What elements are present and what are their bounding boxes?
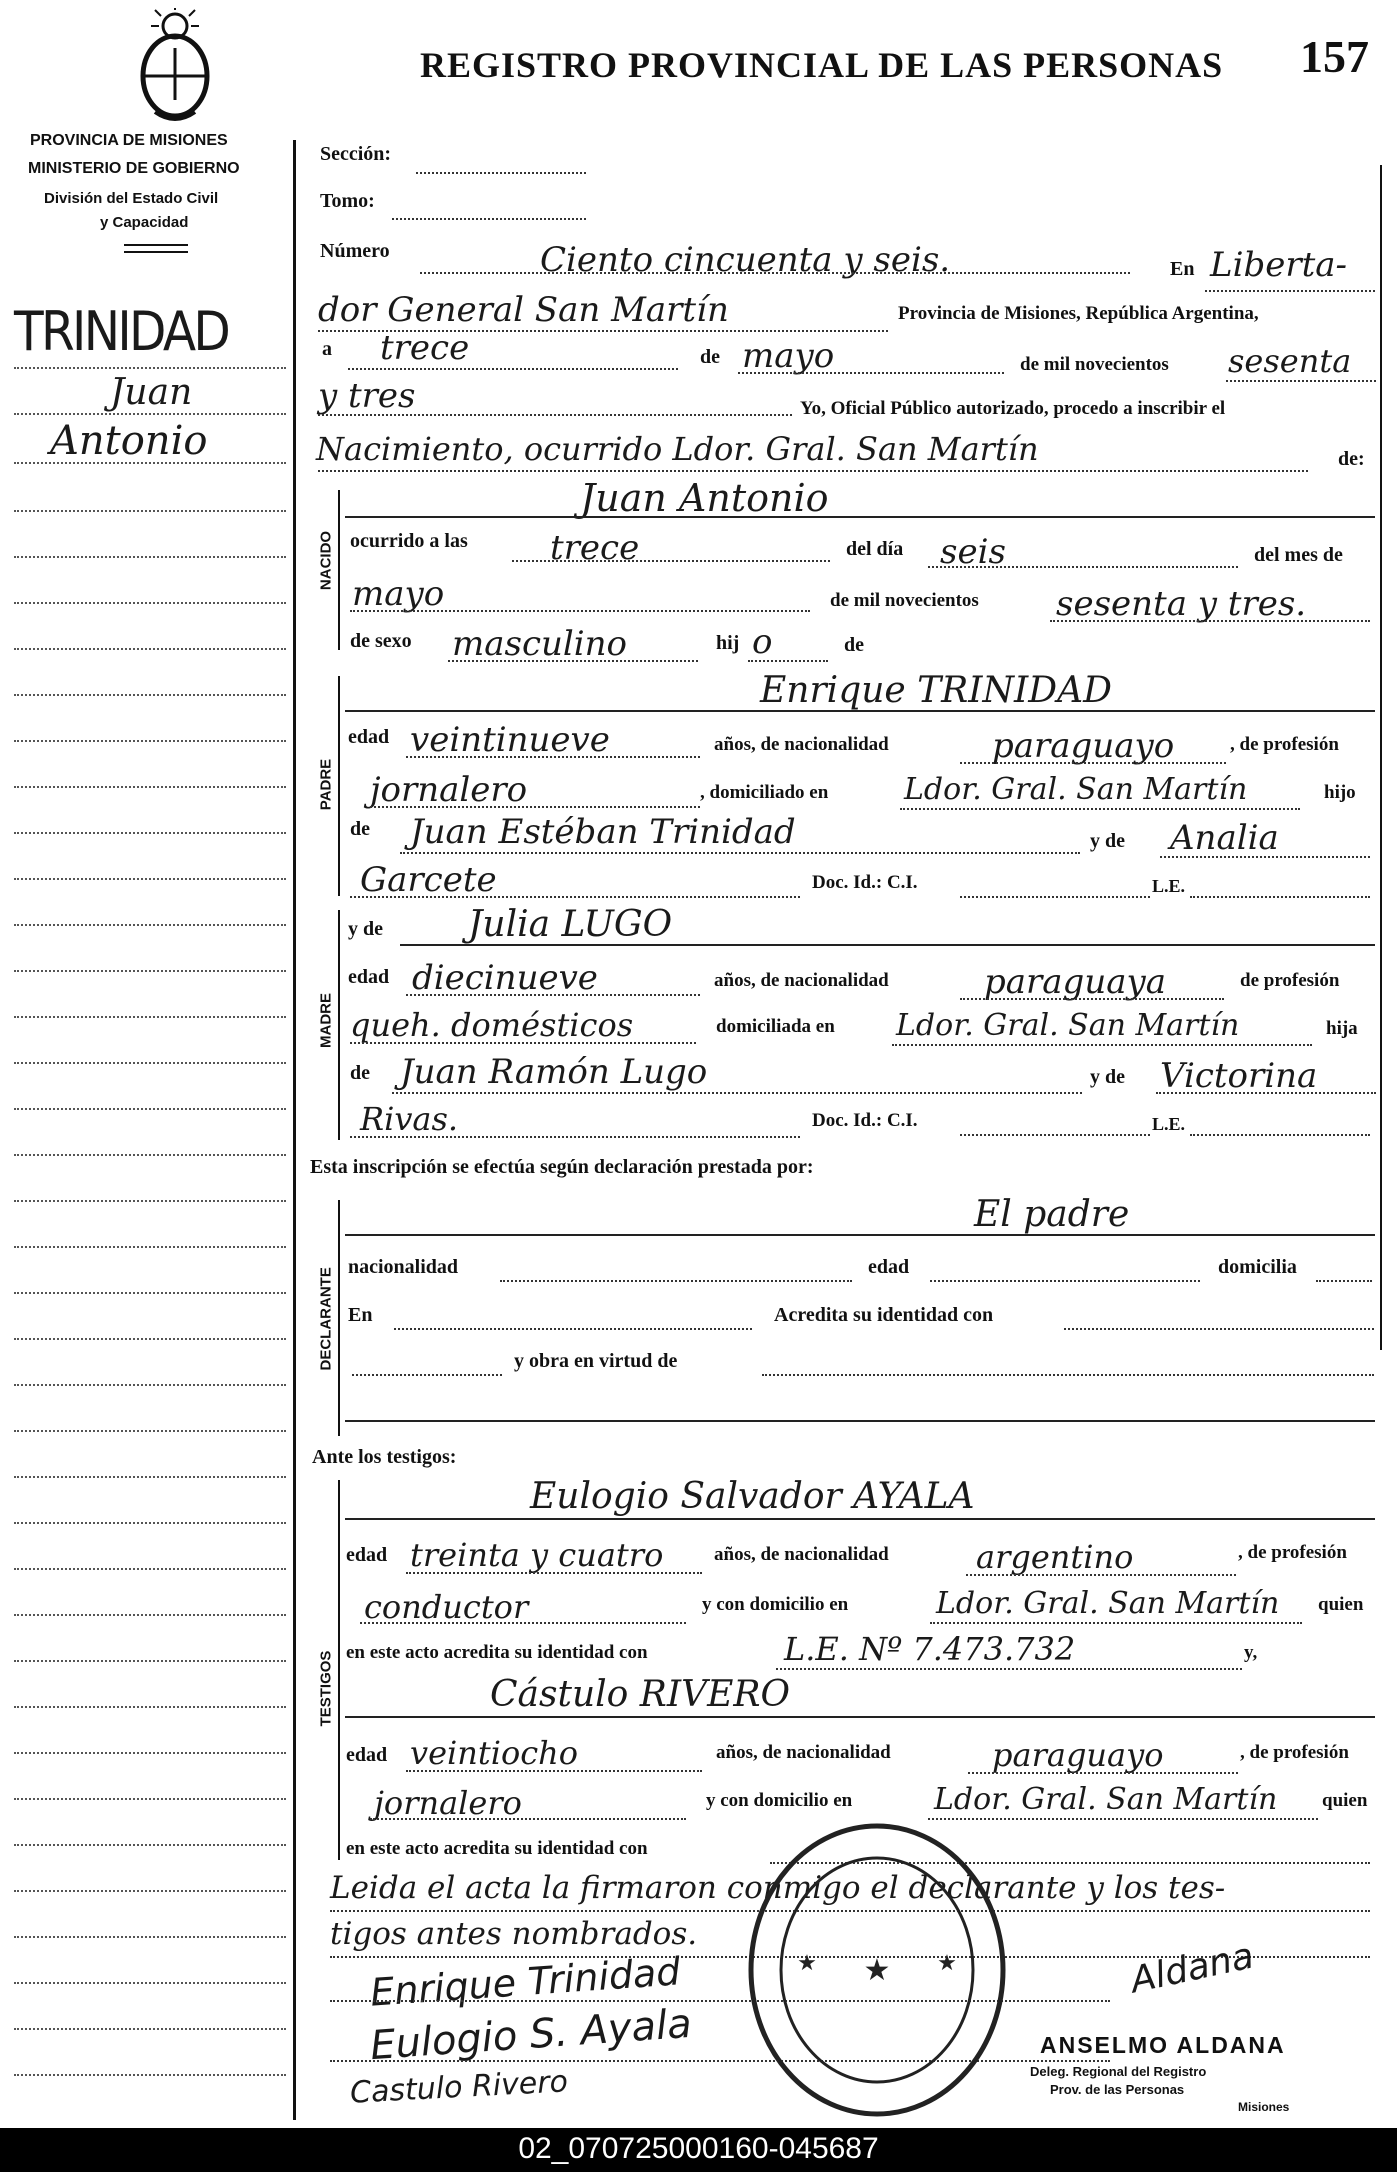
anio-field-2 [318, 414, 792, 416]
margin-line [14, 970, 286, 972]
padre-de-label: de [350, 818, 370, 840]
testigo1-y-label: y, [1244, 1642, 1258, 1663]
seccion-label: Sección: [320, 143, 392, 165]
numero-value: Ciento cincuenta y seis. [540, 240, 951, 280]
lugar-field-1 [1205, 290, 1375, 292]
a-label: a [322, 338, 332, 360]
madre-doc-label: Doc. Id.: C.I. [812, 1110, 918, 1131]
madre-padre: Juan Ramón Lugo [400, 1052, 708, 1092]
cierre-linea-1: Leida el acta la firmaron conmigo el declarante y los tes- [330, 1870, 1226, 1906]
madre-domicilio: Ldor. Gral. San Martín [896, 1008, 1240, 1043]
margin-line [14, 1982, 286, 1984]
testigo1-nombre: Eulogio Salvador AYALA [530, 1476, 975, 1517]
margin-line [14, 1568, 286, 1570]
testigos-section-label: TESTIGOS [317, 1650, 335, 1727]
padre-prof-field [370, 806, 700, 808]
org-line-4: y Capacidad [100, 214, 189, 231]
testigo1-doc-field [776, 1668, 1242, 1670]
declarante-acredita-field [1064, 1328, 1374, 1330]
madre-anos-label: años, de nacionalidad [714, 970, 889, 991]
padre-le-field [1190, 896, 1370, 898]
testigo2-edad-field [406, 1770, 702, 1772]
mes-nac-field [350, 610, 810, 612]
testigo1-edad: treinta y cuatro [410, 1536, 664, 1574]
testigo1-quien-label: quien [1318, 1594, 1364, 1615]
margin-line [14, 1844, 286, 1846]
madre-le-label: L.E. [1152, 1114, 1186, 1134]
madre-madre-field-2 [350, 1136, 800, 1138]
en-label: En [1170, 258, 1195, 280]
margin-line [14, 786, 286, 788]
nacido-mes: mayo [352, 574, 445, 614]
declarante-edad-field [930, 1280, 1200, 1282]
testigo1-anos-label: años, de nacionalidad [714, 1544, 889, 1565]
coat-of-arms-icon [125, 8, 225, 126]
testigo1-prof-field [360, 1622, 686, 1624]
margin-line [14, 367, 286, 369]
madre-edad: diecinueve [412, 958, 598, 998]
padre-domicilio: Ldor. Gral. San Martín [904, 772, 1248, 807]
madre-prof-field [350, 1042, 696, 1044]
padre-padre: Juan Estéban Trinidad [410, 812, 796, 852]
dia-nac-field [928, 566, 1238, 568]
padre-bracket [338, 676, 340, 896]
testigo2-edad: veintiocho [410, 1734, 579, 1772]
nacido-section-label: NACIDO [317, 530, 335, 591]
padre-section-label: PADRE [317, 758, 335, 811]
padre-nac-field [960, 762, 1226, 764]
margin-line [14, 462, 286, 464]
madre-nombre-field [400, 944, 1375, 946]
org-line-1: PROVINCIA DE MISIONES [30, 132, 228, 149]
testigo1-edad-label: edad [346, 1544, 388, 1566]
testigos-bracket [338, 1480, 340, 1860]
declarante-obra-label: y obra en virtud de [514, 1350, 678, 1372]
anio-value-1: sesenta [1228, 342, 1352, 380]
margin-line [14, 1246, 286, 1248]
nacido-bracket [338, 490, 340, 650]
padre-profesion: jornalero [370, 770, 528, 810]
testigo1-documento: L.E. Nº 7.473.732 [784, 1630, 1076, 1668]
testigo2-dom-label: y con domicilio en [706, 1790, 853, 1811]
oficial-cargo: Deleg. Regional del Registro [1030, 2064, 1207, 2079]
padre-madre-2: Garcete [360, 860, 497, 900]
del-dia-label: del día [846, 538, 904, 560]
testigo2-prof-label: , de profesión [1240, 1742, 1349, 1763]
firma-oficial: Aldana [1127, 1935, 1258, 2002]
padre-madre-field-2 [350, 896, 800, 898]
margin-line [14, 924, 286, 926]
testigo1-profesion: conductor [364, 1588, 529, 1626]
folio-number: 157 [1300, 31, 1369, 82]
madre-madre-field-1 [1156, 1092, 1376, 1094]
madre-hija-label: hija [1326, 1018, 1358, 1039]
tomo-label: Tomo: [320, 190, 375, 212]
padre-domic-label: , domiciliado en [700, 782, 829, 803]
margin-line [14, 1706, 286, 1708]
margin-line [14, 1292, 286, 1294]
margin-line [14, 1016, 286, 1018]
padre-anos-label: años, de nacionalidad [714, 734, 889, 755]
padre-le-label: L.E. [1152, 876, 1186, 896]
testigo1-dom-label: y con domicilio en [702, 1594, 849, 1615]
margin-line [14, 1798, 286, 1800]
declarante-nac-field [500, 1280, 852, 1282]
madre-section-label: MADRE [317, 993, 335, 1048]
cierre-linea-2: tigos antes nombrados. [330, 1916, 698, 1952]
margin-line [14, 510, 286, 512]
madre-y-de-label: y de [348, 918, 383, 940]
testigo2-anos-label: años, de nacionalidad [716, 1742, 891, 1763]
sexo-label: de sexo [350, 630, 412, 652]
margin-line [14, 1154, 286, 1156]
madre-nombre: Julia LUGO [468, 904, 673, 945]
margin-line [14, 602, 286, 604]
madre-madre-1: Victorina [1160, 1056, 1318, 1096]
margin-divider [293, 140, 296, 2120]
oficial-nombre: ANSELMO ALDANA [1040, 2032, 1286, 2058]
hij-field [748, 660, 828, 662]
margin-line [14, 1430, 286, 1432]
declarante-nac-label: nacionalidad [348, 1256, 459, 1278]
org-line-2: MINISTERIO DE GOBIERNO [28, 160, 240, 177]
margin-line [14, 1384, 286, 1386]
firma-padre: Enrique Trinidad [368, 1949, 682, 2015]
testigo2-nacionalidad: paraguayo [992, 1736, 1164, 1774]
padre-padre-field [400, 852, 1080, 854]
padre-edad-field [406, 756, 700, 758]
anio-nac-field [1050, 620, 1370, 622]
oficial-lugar: Misiones [1238, 2100, 1290, 2114]
testigo2-nombre: Cástulo RIVERO [490, 1674, 790, 1715]
padre-edad: veintinueve [410, 720, 610, 760]
testigo2-domicilio: Ldor. Gral. San Martín [934, 1782, 1278, 1817]
footer-id: 02_070725000160-045687 [518, 2132, 879, 2165]
margin-surname: TRINIDAD [14, 300, 229, 363]
declarante-dom-field [1316, 1280, 1372, 1282]
nacido-hora: trece [550, 528, 640, 568]
madre-le-field [1190, 1134, 1370, 1136]
testigo1-nacionalidad: argentino [976, 1538, 1134, 1576]
margin-line [14, 648, 286, 650]
de-colon-label: de: [1338, 448, 1365, 470]
testigo2-quien-label: quien [1322, 1790, 1368, 1811]
testigo2-profesion: jornalero [374, 1784, 522, 1822]
nacido-nombre: Juan Antonio [580, 476, 829, 520]
testigo1-prof-label: , de profesión [1238, 1542, 1347, 1563]
testigo1-dom-field [930, 1622, 1302, 1624]
margin-line [14, 1936, 286, 1938]
margin-line [14, 1062, 286, 1064]
testigo1-acredita-label: en este acto acredita su identidad con [346, 1642, 648, 1663]
firma-testigo-2: Castulo Rivero [349, 2064, 569, 2111]
margin-line [14, 2074, 286, 2076]
declarante-nombre: El padre [974, 1194, 1130, 1235]
nacido-anio: sesenta y tres. [1056, 584, 1307, 624]
nacido-nombre-field [345, 516, 1375, 518]
seccion-field [416, 172, 586, 174]
ocurrido-label: ocurrido a las [350, 530, 468, 552]
yo-label: Yo, Oficial Público autorizado, procedo a inscribir el [800, 398, 1226, 419]
madre-edad-label: edad [348, 966, 390, 988]
mes-field [738, 372, 1004, 374]
mil-label: de mil novecientos [1020, 354, 1169, 375]
padre-doc-label: Doc. Id.: C.I. [812, 872, 918, 893]
testigo1-nombre-field [345, 1518, 1375, 1520]
padre-nombre: Enrique TRINIDAD [760, 670, 1112, 711]
margin-line [14, 1108, 286, 1110]
testigo1-domicilio: Ldor. Gral. San Martín [936, 1586, 1280, 1621]
de-hij-label: de [844, 634, 864, 656]
madre-doc-field [960, 1134, 1150, 1136]
anio-value-2: y tres [318, 376, 416, 416]
madre-y-de2-label: y de [1090, 1066, 1125, 1088]
madre-domic-field [892, 1044, 1312, 1046]
lugar-value-1: Liberta- [1210, 245, 1348, 285]
padre-madre-field-1 [1160, 856, 1370, 858]
svg-text:★: ★ [863, 1954, 891, 1987]
margin-line [14, 1660, 286, 1662]
oficial-prov: Prov. de las Personas [1050, 2082, 1185, 2097]
declarante-bracket [338, 1200, 340, 1436]
testigo2-edad-label: edad [346, 1744, 388, 1766]
declarante-dom-label: domicilia [1218, 1256, 1297, 1278]
firma-testigo-1: Eulogio S. Ayala [368, 2000, 694, 2070]
lugar-value-2: dor General San Martín [318, 290, 729, 330]
margin-line [14, 832, 286, 834]
declarante-doc-field [352, 1374, 502, 1376]
testigo2-acredita-label: en este acto acredita su identidad con [346, 1838, 648, 1859]
margin-line [14, 1338, 286, 1340]
madre-bracket [338, 910, 340, 1140]
madre-nac-field [960, 998, 1224, 1000]
declarante-acredita-label: Acredita su identidad con [774, 1304, 994, 1326]
padre-nacionalidad: paraguayo [992, 726, 1175, 766]
testigo2-nombre-field [345, 1716, 1375, 1718]
org-divider [124, 244, 188, 253]
declarante-en-field [394, 1328, 752, 1330]
svg-text:★: ★ [797, 1950, 817, 1975]
sexo-field [448, 660, 698, 662]
madre-domic-label: domiciliada en [716, 1016, 835, 1037]
padre-hijo-label: hijo [1324, 782, 1356, 803]
margin-line [14, 740, 286, 742]
margin-line [14, 2028, 286, 2030]
margin-given-1: Juan [110, 372, 193, 413]
hij-label: hij [716, 632, 740, 654]
dia-value: trece [380, 328, 470, 368]
madre-nacionalidad: paraguaya [984, 962, 1166, 1002]
padre-domic-field [900, 808, 1300, 810]
declarante-en-label: En [348, 1304, 373, 1326]
anio-field-1 [1226, 380, 1376, 382]
svg-text:★: ★ [937, 1950, 957, 1975]
margin-line [14, 1752, 286, 1754]
inscribe-value: Nacimiento, ocurrido Ldor. Gral. San Martín [316, 430, 1039, 468]
ante-label: Ante los testigos: [312, 1446, 457, 1468]
provincia-label: Provincia de Misiones, República Argentina, [898, 303, 1259, 324]
inscripcion-label: Esta inscripción se efectúa según declaración prestada por: [310, 1156, 814, 1178]
nacido-dia: seis [940, 532, 1006, 572]
margin-line [14, 878, 286, 880]
madre-padre-field [392, 1092, 1082, 1094]
de-mil-label: de mil novecientos [830, 590, 979, 611]
margin-line [14, 1476, 286, 1478]
margin-line [14, 694, 286, 696]
madre-prof-label: de profesión [1240, 970, 1340, 991]
tomo-field [392, 218, 586, 220]
padre-y-de-label: y de [1090, 830, 1125, 852]
del-mes-label: del mes de [1254, 544, 1343, 566]
declarante-obra-field [762, 1374, 1374, 1376]
declarante-end-line [345, 1420, 1375, 1422]
madre-de-label: de [350, 1062, 370, 1084]
testigo1-edad-field [406, 1572, 702, 1574]
padre-madre-1: Analia [1170, 818, 1279, 858]
inscribe-field [318, 470, 1308, 472]
margin-line [14, 556, 286, 558]
declarante-section-label: DECLARANTE [317, 1267, 335, 1371]
declarante-edad-label: edad [868, 1256, 910, 1278]
madre-madre-2: Rivas. [360, 1100, 459, 1138]
nacido-hij: o [752, 622, 773, 662]
margin-line [14, 1890, 286, 1892]
madre-edad-field [406, 994, 700, 996]
nacido-sexo: masculino [452, 624, 628, 664]
padre-doc-field [960, 896, 1150, 898]
dia-field [348, 368, 678, 370]
madre-profesion: queh. domésticos [350, 1006, 634, 1044]
de-label: de [700, 346, 720, 368]
margin-line [14, 1522, 286, 1524]
org-line-3: División del Estado Civil [44, 190, 219, 207]
declarante-nombre-field [345, 1234, 1375, 1236]
right-border [1380, 165, 1382, 1350]
document-title: REGISTRO PROVINCIAL DE LAS PERSONAS [420, 45, 1224, 85]
testigo1-nac-field [966, 1574, 1236, 1576]
padre-prof-label: , de profesión [1230, 734, 1339, 755]
padre-edad-label: edad [348, 726, 390, 748]
margin-line [14, 413, 286, 415]
numero-field [420, 272, 1130, 274]
hora-field [512, 560, 830, 562]
testigo2-prof-field [370, 1818, 686, 1820]
testigo2-nac-field [968, 1772, 1238, 1774]
official-seal-icon [745, 1820, 1010, 2120]
numero-label: Número [320, 240, 390, 262]
padre-nombre-field [345, 710, 1375, 712]
margin-line [14, 1200, 286, 1202]
margin-line [14, 1614, 286, 1616]
mes-value: mayo [742, 336, 835, 376]
margin-given-2: Antonio [50, 418, 208, 464]
